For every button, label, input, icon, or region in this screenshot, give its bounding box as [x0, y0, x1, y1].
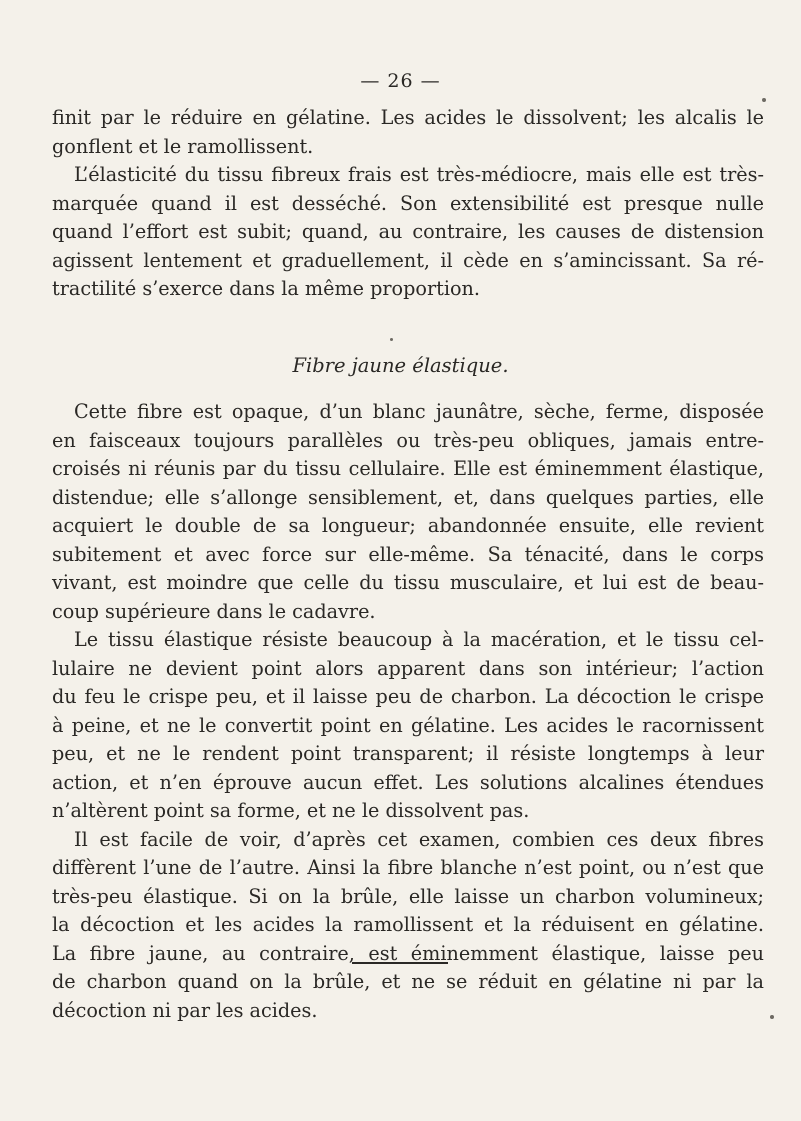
paper-speck	[390, 338, 393, 341]
text-line: du feu le crispe peu, et il laisse peu de charbon. La décoction le crispe	[52, 685, 764, 708]
text-line: action, et n’en éprouve aucun effet. Les solutions alcalines étendues	[52, 770, 764, 794]
text-line: lulaire ne devient point alors apparent dans son intérieur; l’action	[52, 656, 764, 680]
text-line: Le tissu élastique résiste beaucoup à la macération, et le tissu cel-	[74, 628, 764, 651]
text-line: Cette fibre est opaque, d’un blanc jaunâtre, sèche, ferme, disposée	[74, 400, 764, 423]
paper-speck	[770, 1015, 774, 1019]
page-number-header: — 26 —	[360, 70, 441, 92]
text-line: Il est facile de voir, d’après cet examen, combien ces deux fibres	[74, 827, 764, 851]
text-line: diffèrent l’une de l’autre. Ainsi la fibre blanche n’est point, ou n’est que	[52, 856, 764, 879]
text-line: distendue; elle s’allonge sensiblement, et, dans quelques parties, elle	[52, 485, 764, 509]
end-rule	[352, 962, 448, 964]
text-line: finit par le réduire en gélatine. Les acides le dissolvent; les alcalis le	[52, 106, 764, 129]
paper-speck	[762, 98, 766, 102]
text-line: décoction ni par les acides.	[52, 998, 318, 1022]
text-line: de charbon quand on la brûle, et ne se réduit en gélatine ni par la	[52, 970, 764, 993]
text-line: gonflent et le ramollissent.	[52, 134, 314, 158]
text-line: à peine, et ne le convertit point en gélatine. Les acides le racornissent	[52, 713, 764, 737]
text-line: en faisceaux toujours parallèles ou très-peu obliques, jamais entre-	[52, 428, 764, 452]
text-line: marquée quand il est desséché. Son extensibilité est presque nulle	[52, 191, 764, 215]
text-line: n’altèrent point sa forme, et ne le dissolvent pas.	[52, 799, 530, 822]
text-line: tractilité s’exerce dans la même proportion.	[52, 277, 480, 300]
text-block-main	[52, 398, 764, 1025]
text-line: quand l’effort est subit; quand, au contraire, les causes de distension	[52, 220, 764, 243]
text-line: vivant, est moindre que celle du tissu musculaire, et lui est de beau-	[52, 571, 764, 594]
text-line: subitement et avec force sur elle-même. Sa ténacité, dans le corps	[52, 542, 764, 566]
text-line: La fibre jaune, au contraire, est éminemment élastique, laisse peu	[52, 941, 764, 965]
text-line: la décoction et les acides la ramollissent et la réduisent en gélatine.	[52, 913, 764, 936]
text-line: coup supérieure dans le cadavre.	[52, 599, 376, 623]
text-line: agissent lentement et graduellement, il cède en s’amincissant. Sa ré-	[52, 248, 764, 272]
text-block-top	[52, 104, 764, 304]
text-line: très-peu élastique. Si on la brûle, elle laisse un charbon volumineux;	[52, 884, 764, 908]
text-line: peu, et ne le rendent point transparent; il résiste longtemps à leur	[52, 742, 764, 765]
text-line: L’élasticité du tissu fibreux frais est très-médiocre, mais elle est très-	[74, 163, 764, 186]
text-line: croisés ni réunis par du tissu cellulaire. Elle est éminemment élastique,	[52, 457, 764, 480]
text-line: acquiert le double de sa longueur; abandonnée ensuite, elle revient	[52, 514, 764, 537]
section-heading: Fibre jaune élastique.	[292, 354, 509, 377]
